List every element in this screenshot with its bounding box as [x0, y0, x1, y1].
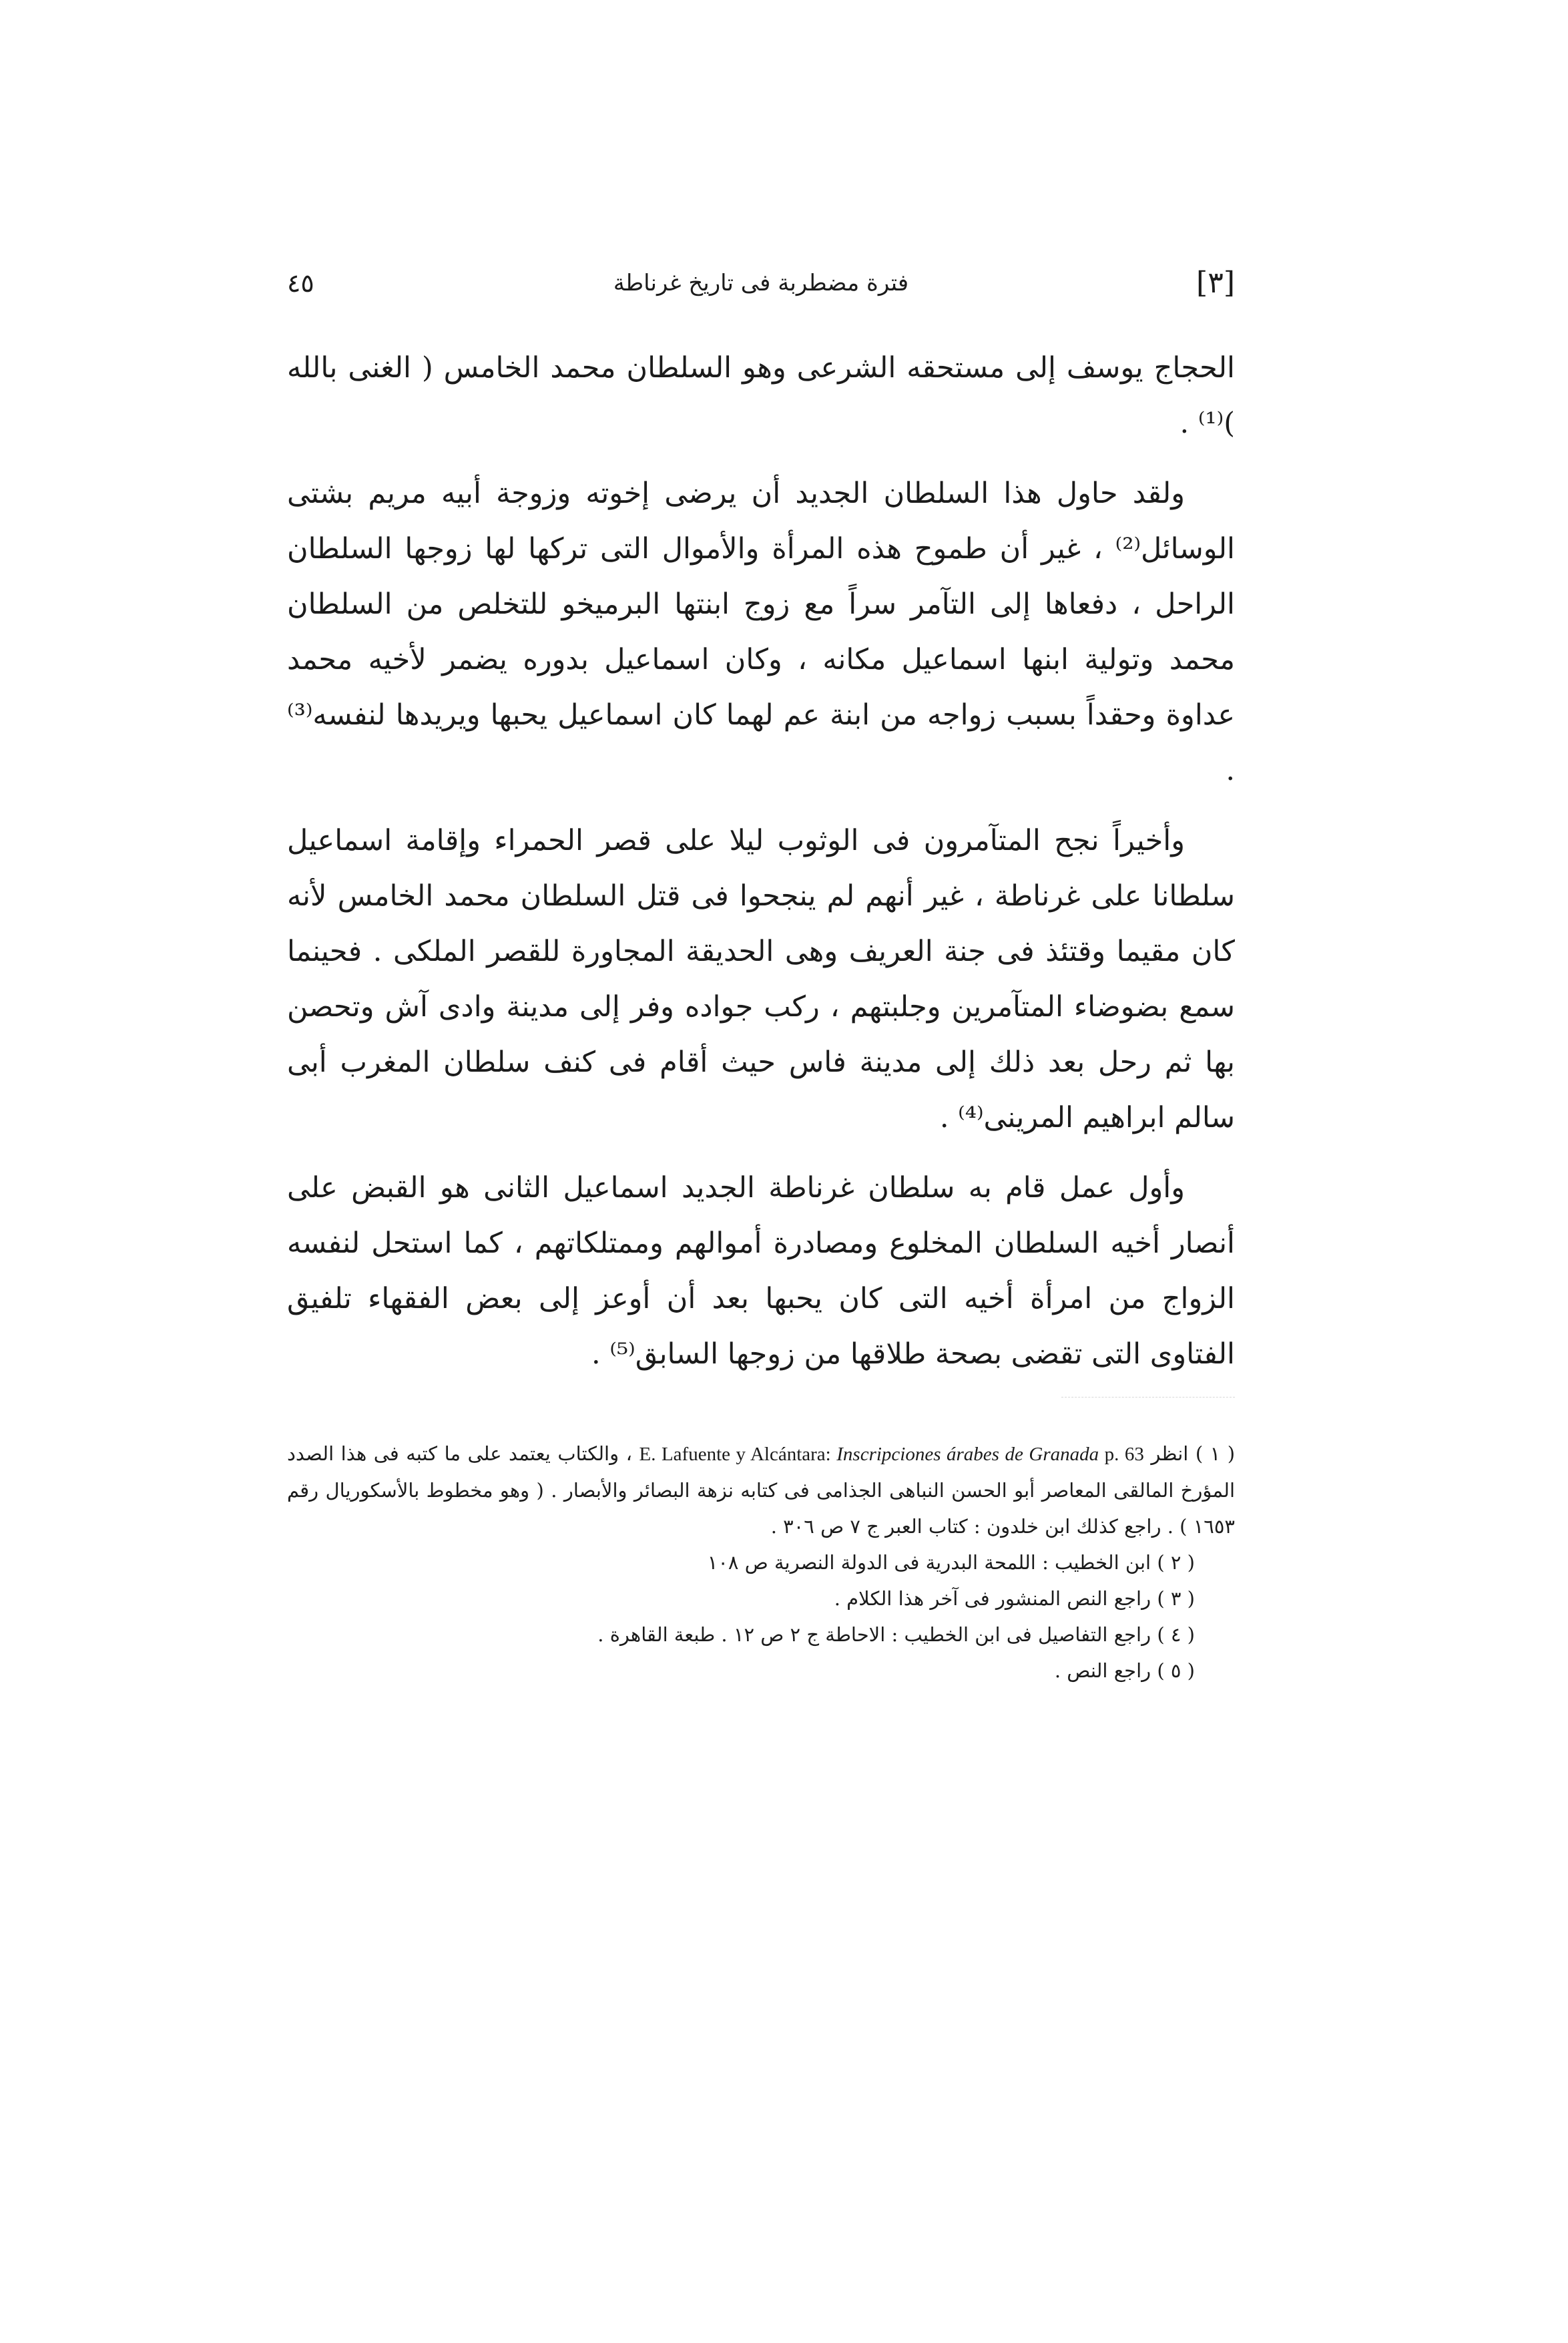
paragraph-4: وأول عمل قام به سلطان غرناطة الجديد اسماعيل الثانى هو القبض على أنصار أخيه السلطان المخلوع ومصادرة أموالهم وممتلكاتهم ، كما استحل لنفسه الزواج من امرأة أخيه التى كان يحبها بعد أن أوعز إلى بعض الفقهاء تلفيق الفتاوى التى تقضى بصحة طلاقها من زوجها السابق⁽⁵⁾ . — [287, 1171, 1235, 1371]
paragraph-2: ولقد حاول هذا السلطان الجديد أن يرضى إخوته وزوجة أبيه مريم بشتى الوسائل⁽²⁾ ، غير أن طموح هذه المرأة والأموال التى تركها لها زوجها السلطان الراحل ، دفعاها إلى التآمر سراً مع زوج ابنتها البرميخو للتخلص من السلطان محمد وتولية ابنها اسماعيل مكانه ، وكان اسماعيل بدوره يضمر لأخيه محمد عداوة وحقداً بسبب زواجه من ابنة عم لهما كان اسماعيل يحبها ويريدها لنفسه⁽³⁾ . — [287, 477, 1235, 787]
footnote-1-page: p. 63 — [1099, 1444, 1144, 1465]
footnote-1-text: ، والكتاب يعتمد على ما كتبه فى هذا الصدد المؤرخ المالقى المعاصر أبو الحسن النباهى الجذامى فى كتابه نزهة البصائر والأبصار . ( وهو مخطوط بالأسكوريال رقم ١٦٥٣ ) . راجع كذلك ابن خلدون : كتاب العبر ج ٧ ص ٣٠٦ . — [287, 1442, 1235, 1538]
footnote-4: ( ٤ ) راجع التفاصيل فى ابن الخطيب : الاحاطة ج ٢ ص ١٢ . طبعة القاهرة . — [597, 1623, 1195, 1646]
footnotes — [287, 1436, 1235, 1689]
footnote-5: ( ٥ ) راجع النص . — [1054, 1659, 1195, 1682]
paragraph-1: الحجاج يوسف إلى مستحقه الشرعى وهو السلطان محمد الخامس ( الغنى بالله )⁽¹⁾ . — [287, 351, 1235, 440]
section-number: [٣] — [1196, 266, 1235, 300]
paragraph-3: وأخيراً نجح المتآمرون فى الوثوب ليلا على قصر الحمراء وإقامة اسماعيل سلطانا على غرناطة ، غير أنهم لم ينجحوا فى قتل السلطان محمد الخامس لأنه كان مقيما وقتئذ فى جنة العريف وهى الحديقة المجاورة للقصر الملكى . فحينما سمع بضوضاء المتآمرين وجلبتهم ، ركب جواده وفر إلى مدينة وادى آش وتحصن بها ثم رحل بعد ذلك إلى مدينة فاس حيث أقام فى كنف سلطان المغرب أبى سالم ابراهيم المرينى⁽⁴⁾ . — [287, 824, 1235, 1134]
body-text — [287, 341, 1235, 1397]
footnote-3: ( ٣ ) راجع النص المنشور فى آخر هذا الكلام . — [834, 1587, 1195, 1610]
page-number: ٤٥ — [287, 268, 314, 298]
footnote-1 — [287, 1436, 1235, 1544]
running-title: فترة مضطربة فى تاريخ غرناطة — [613, 270, 909, 296]
footnote-separator — [1061, 1397, 1235, 1398]
footnote-1-title: Inscripciones árabes de Granada — [836, 1444, 1099, 1465]
footnote-1-prefix: ( ١ ) انظر — [1151, 1442, 1236, 1465]
footnote-1-author: E. Lafuente y Alcántara: — [639, 1444, 837, 1465]
running-header — [287, 266, 1235, 312]
footnote-1-citation — [639, 1444, 1143, 1465]
footnote-2: ( ٢ ) ابن الخطيب : اللمحة البدرية فى الدولة النصرية ص ١٠٨ — [707, 1551, 1195, 1574]
